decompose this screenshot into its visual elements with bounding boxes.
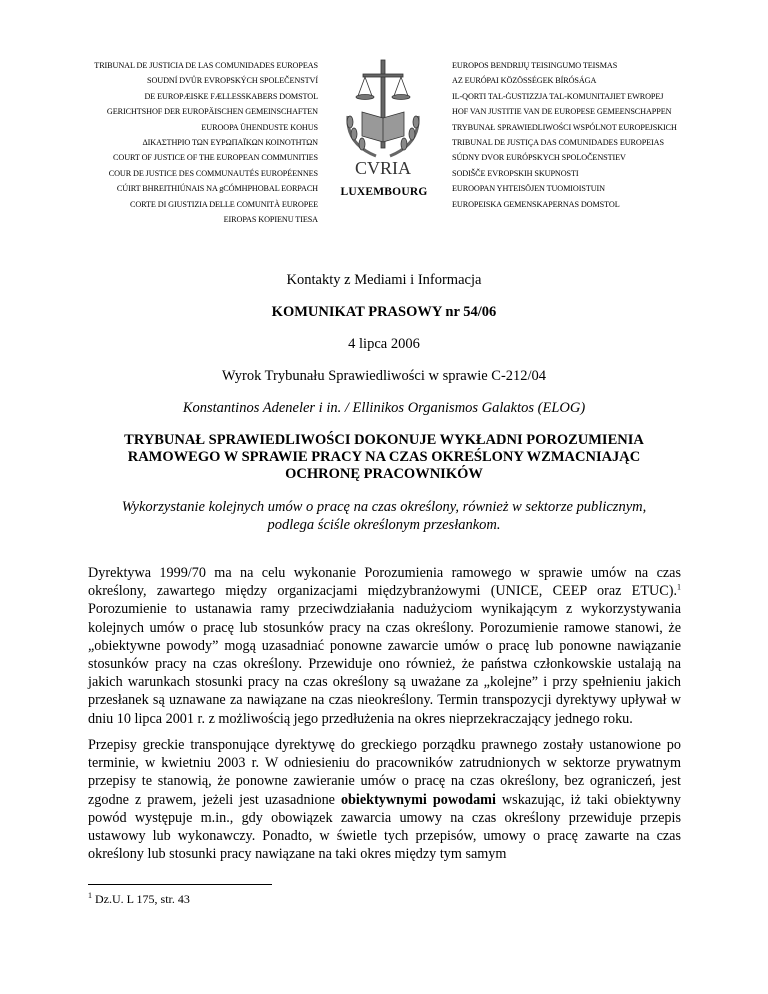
court-name-line: ΔΙΚΑΣΤΗΡΙΟ ΤΩΝ ΕΥΡΩΠΑΪΚΩΝ ΚΟΙΝΟΤΗΤΩΝ: [142, 138, 318, 148]
court-name-line: IL-QORTI TAL-ĠUSTIZZJA TAL-KOMUNITAJIET EWROPEJ: [452, 91, 664, 101]
headline: [95, 432, 673, 483]
paragraph-text: Porozumienie to ustanawia ramy przeciwdziałania nadużyciom wynikającym z wykorzystywania kolejnych umów o pracę lub stosunków pracy na czas określony. Porozumienie ramowe stanowi, że „obiektywne powody” mogą uzasadniać ponowne zawarcie umów o pracę lub ponowne nawiązanie stosunków pracy na czas określony. Przewiduje ono również, że państwa członkowskie ustalają na jakich warunkach stosunki pracy na czas określony są uważane za „kolejne” i przy spełnieniu jakich przesłanek są uznawane za nawiązane na czas nieokreślony. Termin transpozycji dyrektywy upływał w dniu 10 lipca 2001 r. z możliwością jego przedłużenia na okres nieprzekraczający jednego roku.: [88, 601, 681, 727]
curia-logo: [318, 56, 448, 206]
court-name-line: EUROPOS BENDRIJŲ TEISINGUMO TEISMAS: [452, 61, 618, 70]
court-name-line: GERICHTSHOF DER EUROPÄISCHEN GEMEINSCHAFTEN: [106, 107, 318, 117]
court-name-line: CÚIRT BHREITHIÚNAIS NA gCÓMHPHOBAL EORPACH: [116, 184, 318, 194]
release-title: KOMUNIKAT PRASOWY nr 54/06: [271, 304, 497, 320]
court-name-line: EUROOPAN YHTEISÖJEN TUOMIOISTUIN: [452, 184, 605, 194]
lede-line: Wykorzystanie kolejnych umów o pracę na czas określony, również w sektorze publicznym,: [121, 499, 647, 515]
court-name-line: EUROOPA ÜHENDUSTE KOHUS: [201, 122, 318, 132]
footnote-ref: 1: [677, 582, 681, 592]
court-name-line: CORTE DI GIUSTIZIA DELLE COMUNITÀ EUROPEE: [129, 199, 318, 209]
court-names-left: [94, 58, 318, 227]
logo-city: LUXEMBOURG: [340, 186, 428, 198]
release-date: 4 lipca 2006: [348, 336, 420, 352]
footnote-divider: [88, 884, 272, 885]
emphasis-text: obiektywnymi powodami: [340, 791, 496, 808]
court-name-line: SÚDNY DVOR EURÓPSKYCH SPOLOČENSTIEV: [452, 153, 626, 163]
court-names-right: [452, 58, 677, 212]
case-parties: Konstantinos Adeneler i in. / Ellinikos Organismos Galaktos (ELOG): [182, 400, 586, 416]
court-name-line: EIROPAS KOPIENU TIESA: [223, 215, 318, 225]
paragraph-text: wskazując, iż taki obiektywny powód występuje m.in., gdy obowiązek zawarcia umowy na czas określony przewiduje przepis ustawowy lub wykonawczy. Ponadto, w świetle tych przepisów, umowy o pracę zawarte na czas określony lub stosunki pracy nawiązane na taki okres między tym samym: [88, 791, 682, 863]
department-title: Kontakty z Mediami i Informacja: [286, 272, 482, 288]
logo-text: CVRIA: [354, 158, 412, 178]
court-name-line: TRIBUNAL DE JUSTICIA DE LAS COMUNIDADES EUROPEAS: [94, 61, 318, 70]
footnote-text: Dz.U. L 175, str. 43: [95, 892, 190, 906]
headline-line: OCHRONĘ PRACOWNIKÓW: [285, 466, 483, 482]
body-paragraph-1: [88, 564, 681, 728]
court-name-line: TRIBUNAL DE JUSTIÇA DAS COMUNIDADES EUROPEIAS: [452, 138, 664, 148]
court-name-line: SOUDNÍ DVŮR EVROPSKÝCH SPOLEČENSTVÍ: [147, 76, 318, 86]
footnote: [88, 892, 190, 907]
court-name-line: COURT OF JUSTICE OF THE EUROPEAN COMMUNITIES: [113, 153, 318, 163]
court-name-line: SODIŠČE EVROPSKIH SKUPNOSTI: [452, 168, 579, 178]
court-name-line: EUROPEISKA GEMENSKAPERNAS DOMSTOL: [452, 199, 620, 209]
lede: [96, 498, 672, 534]
court-name-line: TRYBUNAŁ SPRAWIEDLIWOŚCI WSPÓLNOT EUROPEJSKICH: [452, 122, 677, 132]
lede-line: podlega ściśle określonym przesłankom.: [267, 517, 501, 533]
headline-line: RAMOWEGO W SPRAWIE PRACY NA CZAS OKREŚLONY WZMACNIAJĄC: [127, 449, 641, 465]
court-name-line: COUR DE JUSTICE DES COMMUNAUTÉS EUROPÉENNES: [108, 168, 318, 178]
court-name-line: DE EUROPÆISKE FÆLLESSKABERS DOMSTOL: [144, 91, 318, 101]
judgment-line: Wyrok Trybunału Sprawiedliwości w sprawie C-212/04: [221, 368, 547, 384]
paragraph-text: Przepisy greckie transponujące dyrektywę do greckiego porządku prawnego zostały ustanowione po terminie, w kwietniu 2003 r. W odniesieniu do pracowników zatrudnionych w sektorze prywatnym przepisy te stanowią, że ponowne zawieranie umów o pracę na czas określony, bez ograniczeń, jest zgodne z prawem, jeżeli jest uzasadnione: [88, 737, 681, 808]
court-name-line: HOF VAN JUSTITIE VAN DE EUROPESE GEMEENSCHAPPEN: [452, 107, 672, 117]
body-paragraph-2: [88, 736, 681, 863]
paragraph-text: Dyrektywa 1999/70 ma na celu wykonanie Porozumienia ramowego w sprawie umów na czas określony, zawartego między organizacjami międzybranżowymi (UNICE, CEEP oraz ETUC).: [88, 565, 681, 600]
footnote-number: 1: [88, 891, 92, 900]
court-name-line: AZ EURÓPAI KÖZÖSSÉGEK BÍRÓSÁGA: [452, 76, 597, 86]
headline-line: TRYBUNAŁ SPRAWIEDLIWOŚCI DOKONUJE WYKŁADNI POROZUMIENIA: [124, 432, 644, 448]
